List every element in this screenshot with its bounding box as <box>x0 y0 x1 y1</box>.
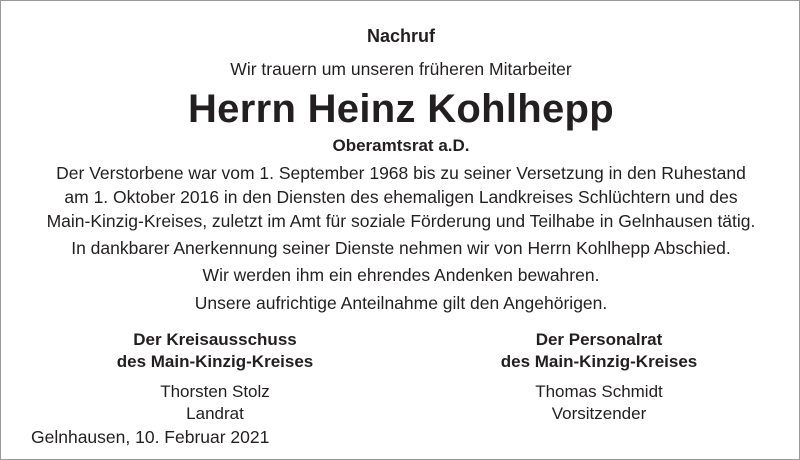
signature-role: Vorsitzender <box>551 404 647 423</box>
body-line: am 1. Oktober 2016 in den Diensten des ehemaligen Landkreises Schlüchtern und des <box>64 187 738 207</box>
signature-org-line1: Der Personalrat <box>535 330 663 349</box>
deceased-name: Herrn Heinz Kohlhepp <box>187 87 615 131</box>
body-line: Wir werden ihm ein ehrendes Andenken bewahren. <box>202 265 600 285</box>
body-line: Main-Kinzig-Kreises, zuletzt im Amt für soziale Förderung und Teilhabe in Gelnhausen tätig. <box>46 211 756 231</box>
signature-block-kreisausschuss <box>35 329 395 425</box>
signature-person: Thomas Schmidt <box>535 382 663 401</box>
signature-person: Thorsten Stolz <box>160 382 270 401</box>
intro-text: Wir trauern um unseren früheren Mitarbeiter <box>230 59 572 79</box>
signature-block-personalrat <box>419 329 779 425</box>
body-line: In dankbarer Anerkennung seiner Dienste nehmen wir von Herrn Kohlhepp Abschied. <box>71 238 731 258</box>
deceased-title: Oberamtsrat a.D. <box>332 136 470 155</box>
signature-org-line2: des Main-Kinzig-Kreises <box>116 352 314 371</box>
body-line: Unsere aufrichtige Anteilnahme gilt den Angehörigen. <box>194 293 608 313</box>
signature-role: Landrat <box>186 404 244 423</box>
place-and-date: Gelnhausen, 10. Februar 2021 <box>31 427 270 447</box>
notice-heading: Nachruf <box>366 26 435 46</box>
signature-org-line1: Der Kreisausschuss <box>133 330 297 349</box>
signature-org-line2: des Main-Kinzig-Kreises <box>500 352 698 371</box>
body-line: Der Verstorbene war vom 1. September 1968 bis zu seiner Versetzung in den Ruhestand <box>56 163 746 183</box>
